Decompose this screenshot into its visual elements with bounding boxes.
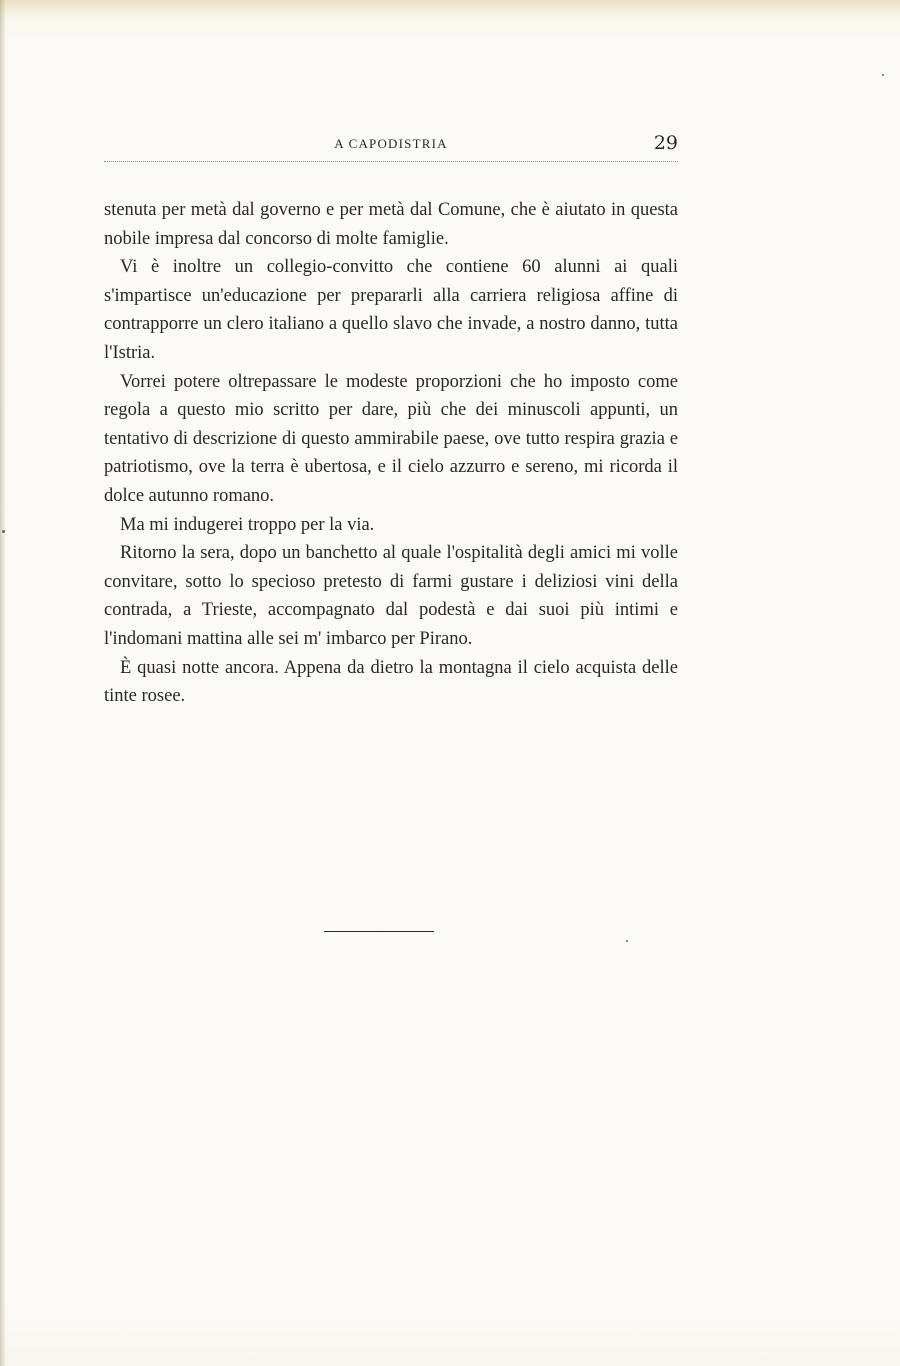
header-rule <box>104 161 678 162</box>
page-edge-shadow <box>0 0 6 1366</box>
paragraph: Ritorno la sera, dopo un banchetto al quale l'ospitalità degli amici mi volle convitare, sotto lo specioso pretesto di farmi gustare i deliziosi vini della contrada, a Trieste, accompagnato dal podestà e dai suoi più intimi e l'indomani mattina alle sei m' imbarco per Pirano. <box>104 543 678 649</box>
page-number: 29 <box>653 132 678 154</box>
paper-speck <box>882 74 884 76</box>
paper-speck <box>2 530 5 533</box>
running-head <box>104 134 678 158</box>
paragraph: Ma mi indugerei troppo per la via. <box>120 514 375 535</box>
paragraph: stenuta per metà dal governo e per metà dal Comune, che è aiutato in questa nobile impresa dal concorso di molte famiglie. <box>104 200 678 249</box>
paragraph: Vorrei potere oltrepassare le modeste proporzioni che ho imposto come regola a questo mio scritto per dare, più che dei minuscoli appunti, un tentativo di descrizione di questo ammirabile paese, ove tutto respira grazia e patriotismo, ove la terra è ubertosa, e il cielo azzurro e sereno, mi ricorda il dolce autunno romano. <box>104 371 678 506</box>
paper-stain <box>0 0 900 18</box>
paragraph: Vi è inoltre un collegio-convitto che contiene 60 alunni ai quali s'impartisce un'educazione per prepararli alla carriera religiosa affine di contrapporre un clero italiano a quello slavo che invade, a nostro danno, tutta l'Istria. <box>104 257 678 363</box>
body-text <box>104 196 678 711</box>
paper-speck <box>626 940 628 942</box>
section-end-rule <box>324 931 434 932</box>
running-title: A CAPODISTRIA <box>334 136 448 151</box>
paragraph: È quasi notte ancora. Appena da dietro la montagna il cielo acquista delle tinte rosee. <box>104 657 678 707</box>
